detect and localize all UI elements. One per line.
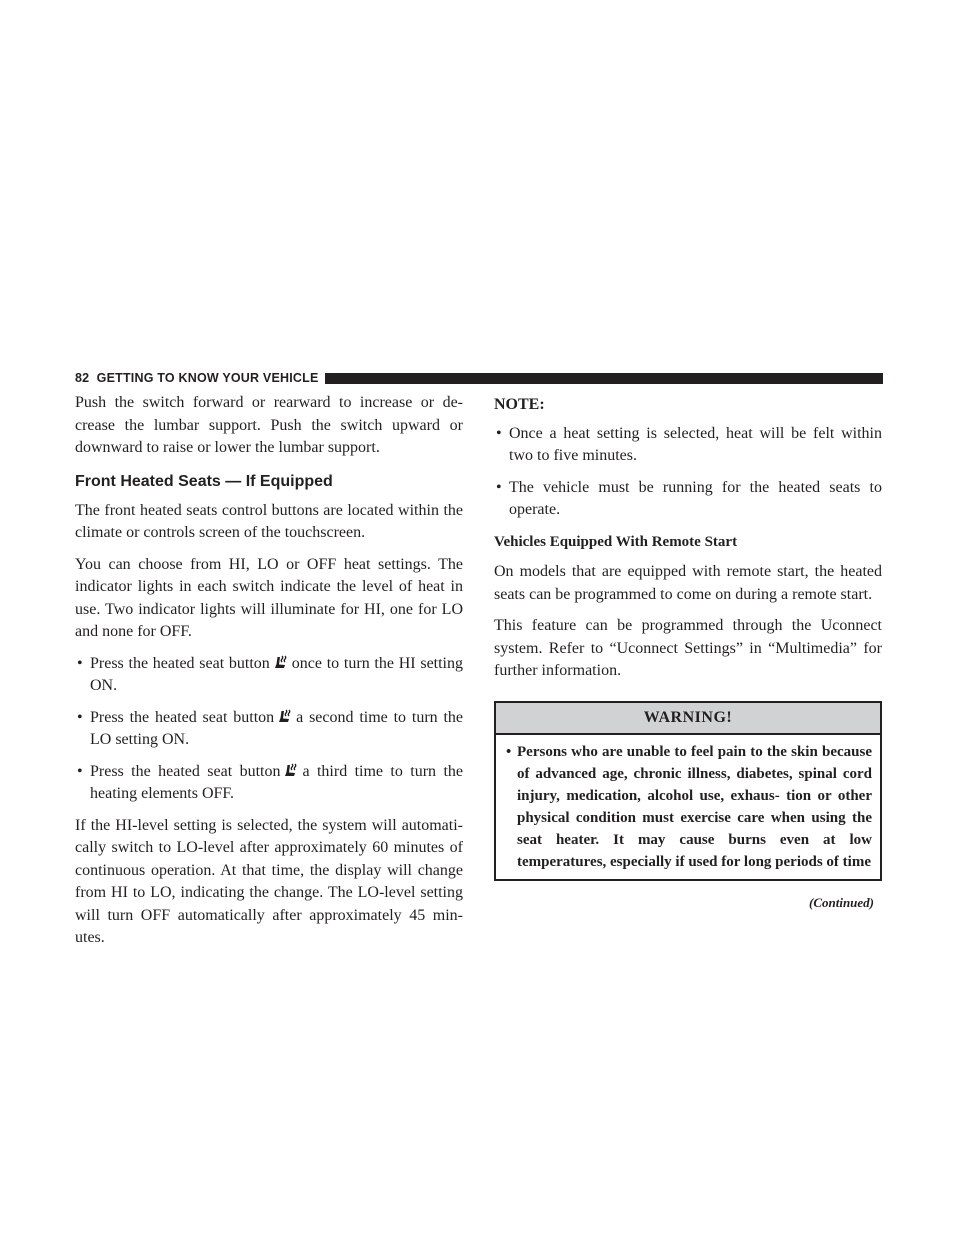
subheading: Vehicles Equipped With Remote Start <box>494 533 738 550</box>
section-heading: Front Heated Seats — If Equipped <box>75 472 333 490</box>
list-item <box>75 653 463 698</box>
left-column <box>75 392 463 959</box>
heated-seat-steps <box>75 653 463 806</box>
controls-location-paragraph: The front heated seats control buttons are located within the climate or controls screen of the touchscreen. <box>75 501 463 541</box>
step-text-post: a third time to turn the heating elements OFF. <box>90 762 464 802</box>
step-text-post: once to turn the HI setting ON. <box>90 654 464 694</box>
note-text: The vehicle must be running for the heated seats to operate. <box>509 478 882 518</box>
step-text-pre: Press the heated seat button <box>90 654 270 672</box>
heat-settings-paragraph: You can choose from HI, LO or OFF heat settings. The indicator lights in each switch indicate the level of heat in use. Two indicator lights will illuminate for HI, one for LO and none for OFF. <box>75 555 463 640</box>
heated-seat-icon <box>282 762 298 778</box>
list-item <box>75 707 463 752</box>
warning-title: WARNING! <box>496 703 880 736</box>
warning-text: Persons who are unable to feel pain to the skin because of advanced age, chronic illness, diabetes, spinal cord injury, medication, alcohol use, exhaus- tion or other physical condition must exercise care when using the seat heater. It may cause burns even at low temperatures, especially if used for long periods of time <box>517 744 872 870</box>
list-item <box>504 741 872 873</box>
header-rule <box>325 373 884 384</box>
heated-seat-icon <box>272 654 288 670</box>
page-header <box>75 370 883 386</box>
warning-box <box>494 701 882 882</box>
bullet: • <box>77 654 83 672</box>
bullet: • <box>496 424 502 442</box>
auto-switch-paragraph: If the HI-level setting is selected, the system will automati- cally switch to LO-level after approximately 60 minutes of continuous operation. At that time, the display will change from HI to LO, indicating the change. The LO-level setting will turn OFF automatically after approximately 45 min- utes. <box>75 816 463 946</box>
lumbar-paragraph: Push the switch forward or rearward to increase or de- crease the lumbar support. Push the switch upward or downward to raise or lower the lumbar support. <box>75 394 463 456</box>
bullet: • <box>496 478 502 496</box>
step-text-pre: Press the heated seat button <box>90 762 281 780</box>
list-item <box>494 477 882 522</box>
note-list <box>494 423 882 522</box>
bullet: • <box>506 744 512 760</box>
page-number: 82 <box>75 371 90 385</box>
list-item <box>494 423 882 468</box>
heated-seat-icon <box>276 708 292 724</box>
uconnect-paragraph: This feature can be programmed through the Uconnect system. Refer to “Uconnect Settings” in “Multimedia” for further information. <box>494 617 882 679</box>
note-label: NOTE: <box>494 396 545 413</box>
continued-label: (Continued) <box>808 895 874 910</box>
bullet: • <box>77 708 83 726</box>
step-text-pre: Press the heated seat button <box>90 708 275 726</box>
note-text: Once a heat setting is selected, heat will be felt within two to five minutes. <box>509 424 882 464</box>
list-item <box>75 761 463 806</box>
step-text-post: a second time to turn the LO setting ON. <box>90 708 464 748</box>
remote-start-paragraph: On models that are equipped with remote start, the heated seats can be programmed to come on during a remote start. <box>494 563 882 603</box>
warning-list <box>504 741 872 873</box>
right-column <box>494 392 882 915</box>
section-title: GETTING TO KNOW YOUR VEHICLE <box>96 371 319 385</box>
page-header-text <box>75 371 319 385</box>
bullet: • <box>77 762 83 780</box>
